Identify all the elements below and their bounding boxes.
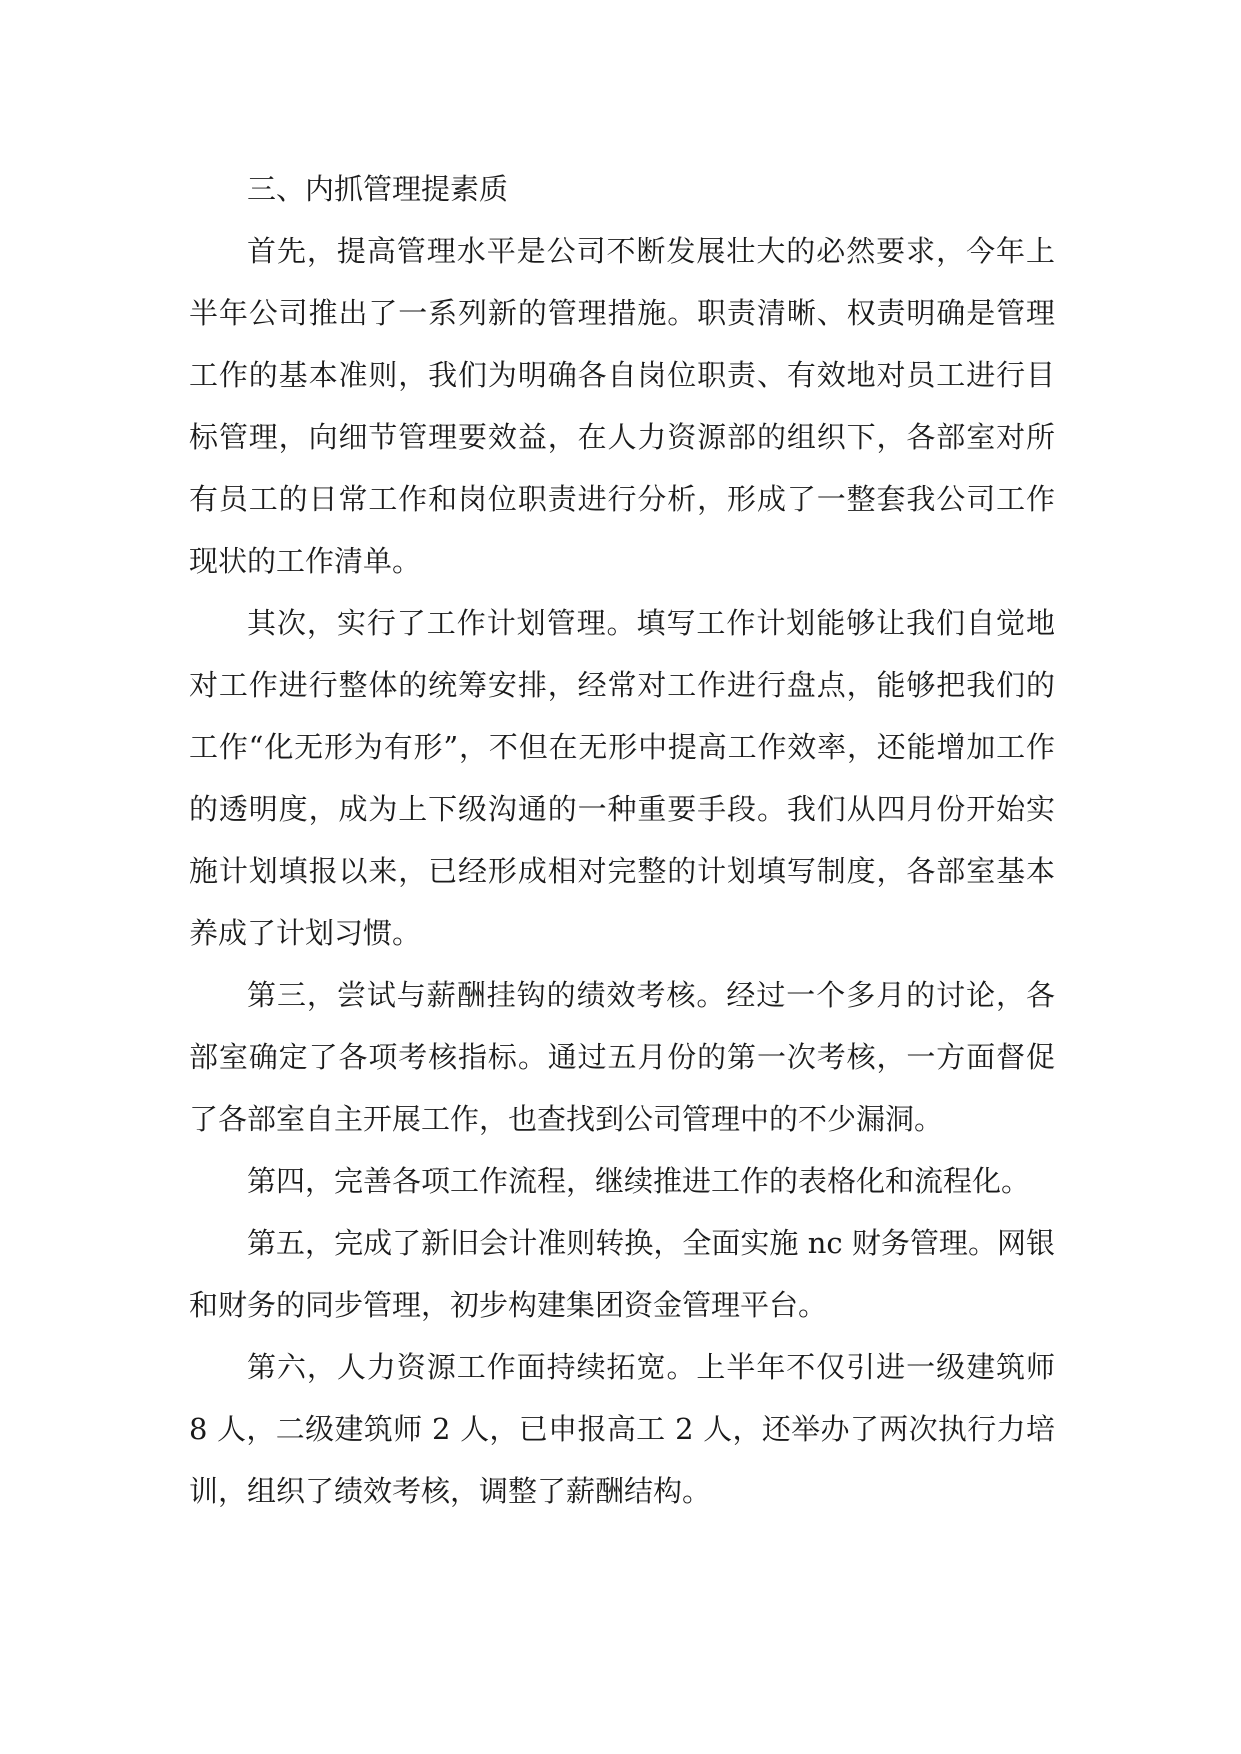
paragraph-accounting: 第五，完成了新旧会计准则转换，全面实施 nc 财务管理。网银和财务的同步管理，初步构建集团资金管理平台。 (189, 1226, 1055, 1322)
paragraph-management-level: 首先，提高管理水平是公司不断发展壮大的必然要求，今年上半年公司推出了一系列新的管理措施。职责清晰、权责明确是管理工作的基本准则，我们为明确各自岗位职责、有效地对员工进行目标管理，向细节管理要效益，在人力资源部的组织下，各部室对所有员工的日常工作和岗位职责进行分析，形成了一整套我公司工作现状的工作清单。 (189, 234, 1055, 578)
section-heading: 三、内抓管理提素质 (247, 172, 509, 206)
paragraph-performance-review: 第三，尝试与薪酬挂钩的绩效考核。经过一个多月的讨论，各部室确定了各项考核指标。通过五月份的第一次考核，一方面督促了各部室自主开展工作，也查找到公司管理中的不少漏洞。 (189, 978, 1055, 1136)
document-body (189, 158, 1055, 1522)
paragraph-human-resources: 第六，人力资源工作面持续拓宽。上半年不仅引进一级建筑师 8 人，二级建筑师 2 人，已申报高工 2 人，还举办了两次执行力培训，组织了绩效考核，调整了薪酬结构。 (189, 1350, 1055, 1508)
paragraph-workflow: 第四，完善各项工作流程，继续推进工作的表格化和流程化。 (247, 1164, 1031, 1198)
paragraph-work-plan: 其次，实行了工作计划管理。填写工作计划能够让我们自觉地对工作进行整体的统筹安排，经常对工作进行盘点，能够把我们的工作“化无形为有形”，不但在无形中提高工作效率，还能增加工作的透明度，成为上下级沟通的一种重要手段。我们从四月份开始实施计划填报以来，已经形成相对完整的计划填写制度，各部室基本养成了计划习惯。 (189, 606, 1055, 950)
